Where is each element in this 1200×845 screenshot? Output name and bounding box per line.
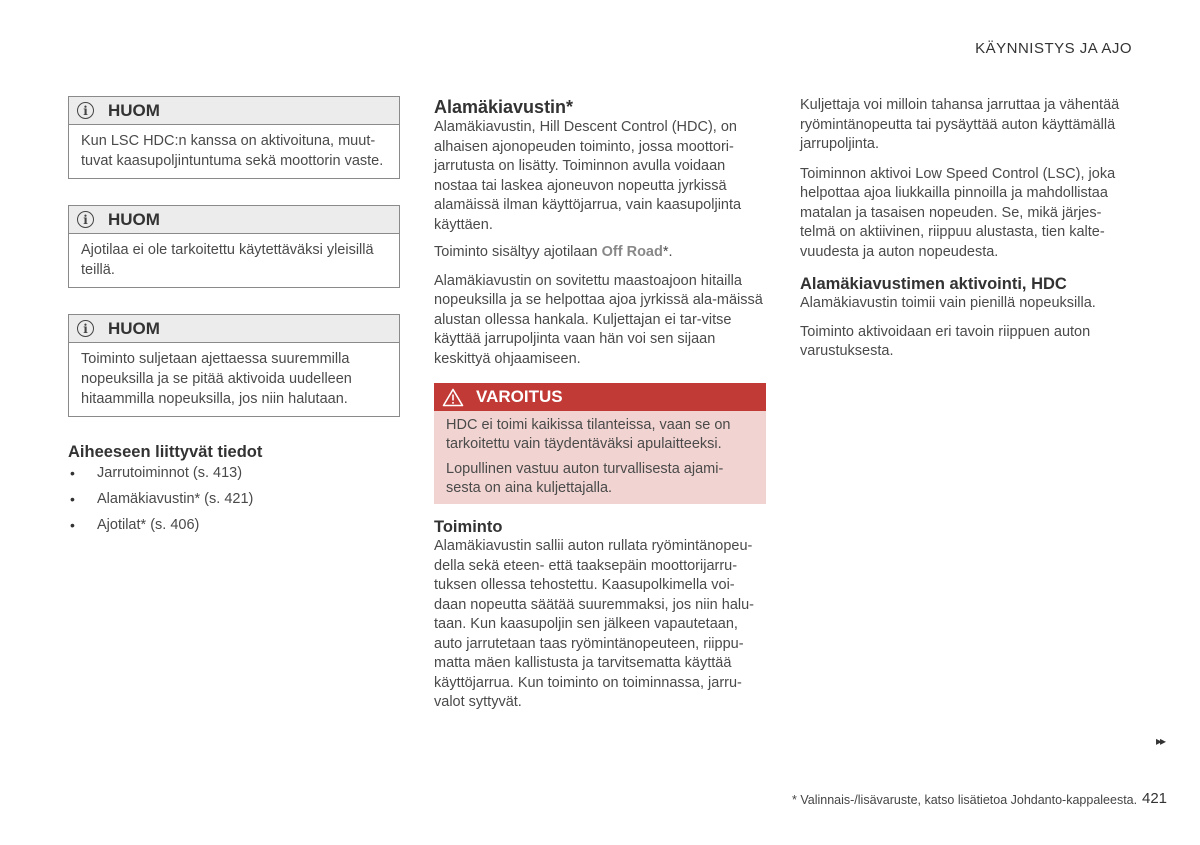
off-road-link[interactable]: Off Road	[601, 244, 663, 260]
right-column	[800, 96, 1132, 370]
note-title: HUOM	[108, 209, 160, 229]
info-icon: i	[77, 211, 94, 228]
warning-box	[434, 383, 766, 504]
related-link[interactable]: • Alamäkiavustin* (s. 421)	[68, 490, 400, 509]
section-title: Alamäkiavustin*	[434, 97, 574, 117]
note-title: HUOM	[108, 100, 160, 120]
function-heading: Toiminto	[434, 518, 503, 536]
note-box	[68, 96, 400, 179]
related-list	[68, 464, 400, 535]
note-box	[68, 205, 400, 288]
middle-column	[434, 96, 766, 721]
warning-title: VAROITUS	[476, 387, 563, 406]
body-paragraph: Toiminto aktivoidaan eri tavoin riippuen auton varustuksesta.	[800, 323, 1091, 359]
note-header	[69, 206, 399, 234]
body-paragraph: Alamäkiavustin on sovitettu maastoajoon hitailla nopeuksilla ja se helpottaa ajoa jyrkissä ala-mäissä alustan ollessa hankala. Kuljettajan ei tar-vitse käyttää jarrupoljinta vaan hän voi sen sijaan keskittyä ohjaamiseen.	[434, 272, 763, 367]
continue-arrows-icon: ▸▸	[1155, 734, 1164, 748]
function-paragraph: Alamäkiavustin sallii auton rullata ryömintänopeu-della sekä eteen- että taaksepäin moottorijarru-tuksen ollessa tehostettu. Kaasupolkimella voi-daan nopeutta säätää suuremmaksi, jos niin halu-taan. Kun kaasupoljin sen jälkeen vapautetaan, auto jarrutetaan taas ryömintänopeuteen, riippu-matta mäen kallistusta ja tarvitsematta käyttää käyttöjarrua. Kun toiminto on toiminnassa, jarru-valot syttyvät.	[434, 538, 754, 710]
note-text: Toiminto suljetaan ajettaessa suuremmilla nopeuksilla ja se pitää aktivoida uudelleen hitaammilla nopeuksilla, jos niin halutaan.	[81, 351, 352, 407]
note-text: Kun LSC HDC:n kanssa on aktivoituna, muut-tuvat kaasupoljintuntuma sekä moottorin vaste.	[81, 133, 384, 169]
related-link[interactable]: • Jarrutoiminnot (s. 413)	[68, 464, 400, 483]
body-paragraph: Toiminnon aktivoi Low Speed Control (LSC), joka helpottaa ajoa liukkailla pinnoilla ja mahdollistaa matalan ja tasaisen nopeuden. Se, mikä järjes-telmä on aktiivinen, riippuu alustasta, tien kalte-vuudesta ja auton nopeudesta.	[800, 165, 1116, 260]
info-icon: i	[77, 320, 94, 337]
note-header	[69, 97, 399, 125]
warning-text: HDC ei toimi kaikissa tilanteissa, vaan se on tarkoitettu vain täydentäväksi apulaitteeksi.	[446, 417, 731, 452]
note-box	[68, 314, 400, 417]
related-link[interactable]: • Ajotilat* (s. 406)	[68, 516, 400, 535]
activation-heading: Alamäkiavustimen aktivointi, HDC	[800, 275, 1067, 293]
left-column	[68, 96, 400, 542]
body-paragraph: Kuljettaja voi milloin tahansa jarruttaa ja vähentää ryömintänopeutta tai pysäyttää auton käyttämällä jarrupoljinta.	[800, 97, 1120, 152]
included-prefix: Toiminto sisältyy ajotilaan	[434, 244, 602, 260]
intro-paragraph: Alamäkiavustin, Hill Descent Control (HDC), on alhaisen ajonopeuden toiminto, jossa moottori-jarrutusta on lisätty. Toiminnon avulla voidaan nostaa tai laskea ajoneuvon nopeutta jyrkissä alamäissä ilman käyttöjarrua, vain kaasupoljinta käyttäen.	[434, 119, 742, 233]
note-header	[69, 315, 399, 343]
note-text: Ajotilaa ei ole tarkoitettu käytettäväksi yleisillä teillä.	[81, 242, 374, 278]
body-paragraph: Alamäkiavustin toimii vain pienillä nopeuksilla.	[800, 295, 1096, 311]
warning-text: Lopullinen vastuu auton turvallisesta ajami-sesta on aina kuljettajalla.	[446, 461, 724, 496]
included-suffix: *.	[662, 244, 673, 260]
section-header: KÄYNNISTYS JA AJO	[975, 40, 1132, 57]
warning-body	[434, 411, 766, 504]
info-icon: i	[77, 102, 94, 119]
note-title: HUOM	[108, 318, 160, 338]
warning-triangle-icon	[442, 388, 464, 407]
related-heading: Aiheeseen liittyvät tiedot	[68, 443, 263, 461]
page-number: 421	[1142, 790, 1168, 807]
footnote: * Valinnais-/lisävaruste, katso lisätietoa Johdanto-kappaleesta.	[792, 793, 1138, 807]
warning-header	[434, 383, 766, 411]
included-paragraph	[434, 243, 766, 263]
